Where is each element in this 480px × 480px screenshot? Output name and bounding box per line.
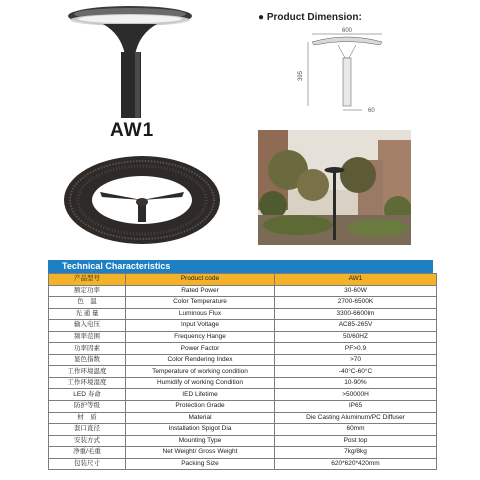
- spec-value: 7kg/8kg: [275, 447, 437, 459]
- spec-en-label: Color Rendering Index: [126, 354, 275, 366]
- spec-cn-label: 显色指数: [49, 354, 126, 366]
- spec-row: [49, 412, 437, 424]
- spec-value: 2700-6500K: [275, 297, 437, 309]
- spec-row: [49, 435, 437, 447]
- spec-cn-label: 功率因素: [49, 343, 126, 355]
- spec-en-label: Color Temperature: [126, 297, 275, 309]
- spec-value: AC85-265V: [275, 320, 437, 332]
- spec-row: [49, 447, 437, 459]
- spec-value: -40°C-60°C: [275, 366, 437, 378]
- spec-section-title: Technical Characteristics: [48, 260, 433, 273]
- spec-en-label: Packing Size: [126, 458, 275, 470]
- spec-en-label: Frequency Hange: [126, 331, 275, 343]
- pole-label: 60: [368, 108, 375, 114]
- spec-header-row: [49, 274, 437, 286]
- dimension-title: ● Product Dimension:: [258, 12, 362, 23]
- spec-cn-label: 防护等级: [49, 401, 126, 413]
- spec-value: 3300-6600lm: [275, 308, 437, 320]
- spec-row: [49, 366, 437, 378]
- spec-value: >50000H: [275, 389, 437, 401]
- product-photo: [55, 0, 205, 120]
- spec-en-label: Humidify of working Condition: [126, 377, 275, 389]
- spec-en-label: Temperature of working condition: [126, 366, 275, 378]
- spec-value: 10-90%: [275, 377, 437, 389]
- spec-row: [49, 401, 437, 413]
- spec-en-label: Mounting Type: [126, 435, 275, 447]
- product-bottom-view: [60, 150, 225, 250]
- spec-cn-label: LED 寿命: [49, 389, 126, 401]
- spec-value: Post top: [275, 435, 437, 447]
- header-value: AW1: [275, 274, 437, 286]
- spec-en-label: Luminous Flux: [126, 308, 275, 320]
- model-name: AW1: [110, 120, 155, 141]
- spec-cn-label: 工作环境湿度: [49, 377, 126, 389]
- spec-row: [49, 458, 437, 470]
- spec-row: [49, 308, 437, 320]
- spec-row: [49, 331, 437, 343]
- spec-value: 620*620*420mm: [275, 458, 437, 470]
- spec-en-label: Installation Spigot Dia: [126, 424, 275, 436]
- spec-cn-label: 净重/毛重: [49, 447, 126, 459]
- spec-table: [48, 273, 437, 470]
- height-label: 395: [298, 70, 304, 82]
- spec-row: [49, 424, 437, 436]
- spec-cn-label: 频率范围: [49, 331, 126, 343]
- spec-en-label: Rated Power: [126, 285, 275, 297]
- header-en: Product code: [126, 274, 275, 286]
- spec-row: [49, 389, 437, 401]
- spec-value: 30-60W: [275, 285, 437, 297]
- spec-cn-label: 套口直径: [49, 424, 126, 436]
- spec-row: [49, 377, 437, 389]
- spec-en-label: Protection Grade: [126, 401, 275, 413]
- spec-value: IP65: [275, 401, 437, 413]
- spec-value: >70: [275, 354, 437, 366]
- spec-en-label: Material: [126, 412, 275, 424]
- spec-cn-label: 光 通 量: [49, 308, 126, 320]
- dimension-drawing: [290, 24, 400, 114]
- spec-row: [49, 297, 437, 309]
- bullet-icon: ●: [258, 12, 267, 23]
- width-label: 600: [341, 28, 353, 34]
- spec-value: PF>0.9: [275, 343, 437, 355]
- spec-cn-label: 材 质: [49, 412, 126, 424]
- spec-cn-label: 工作环境温度: [49, 366, 126, 378]
- spec-cn-label: 额定功率: [49, 285, 126, 297]
- spec-cn-label: 包装尺寸: [49, 458, 126, 470]
- spec-en-label: Power Factor: [126, 343, 275, 355]
- installation-scene-photo: [258, 130, 411, 245]
- spec-cn-label: 安装方式: [49, 435, 126, 447]
- spec-cn-label: 色 温: [49, 297, 126, 309]
- spec-en-label: IED Lifetime: [126, 389, 275, 401]
- spec-row: [49, 354, 437, 366]
- header-cn: 产品型号: [49, 274, 126, 286]
- spec-row: [49, 285, 437, 297]
- spec-cn-label: 输入电压: [49, 320, 126, 332]
- spec-value: 60mm: [275, 424, 437, 436]
- spec-value: 50/60HZ: [275, 331, 437, 343]
- spec-row: [49, 343, 437, 355]
- spec-en-label: Input Voltage: [126, 320, 275, 332]
- spec-en-label: Net Weight/ Gross Weight: [126, 447, 275, 459]
- spec-row: [49, 320, 437, 332]
- spec-value: Die Casting Aluminum/PC Diffuser: [275, 412, 437, 424]
